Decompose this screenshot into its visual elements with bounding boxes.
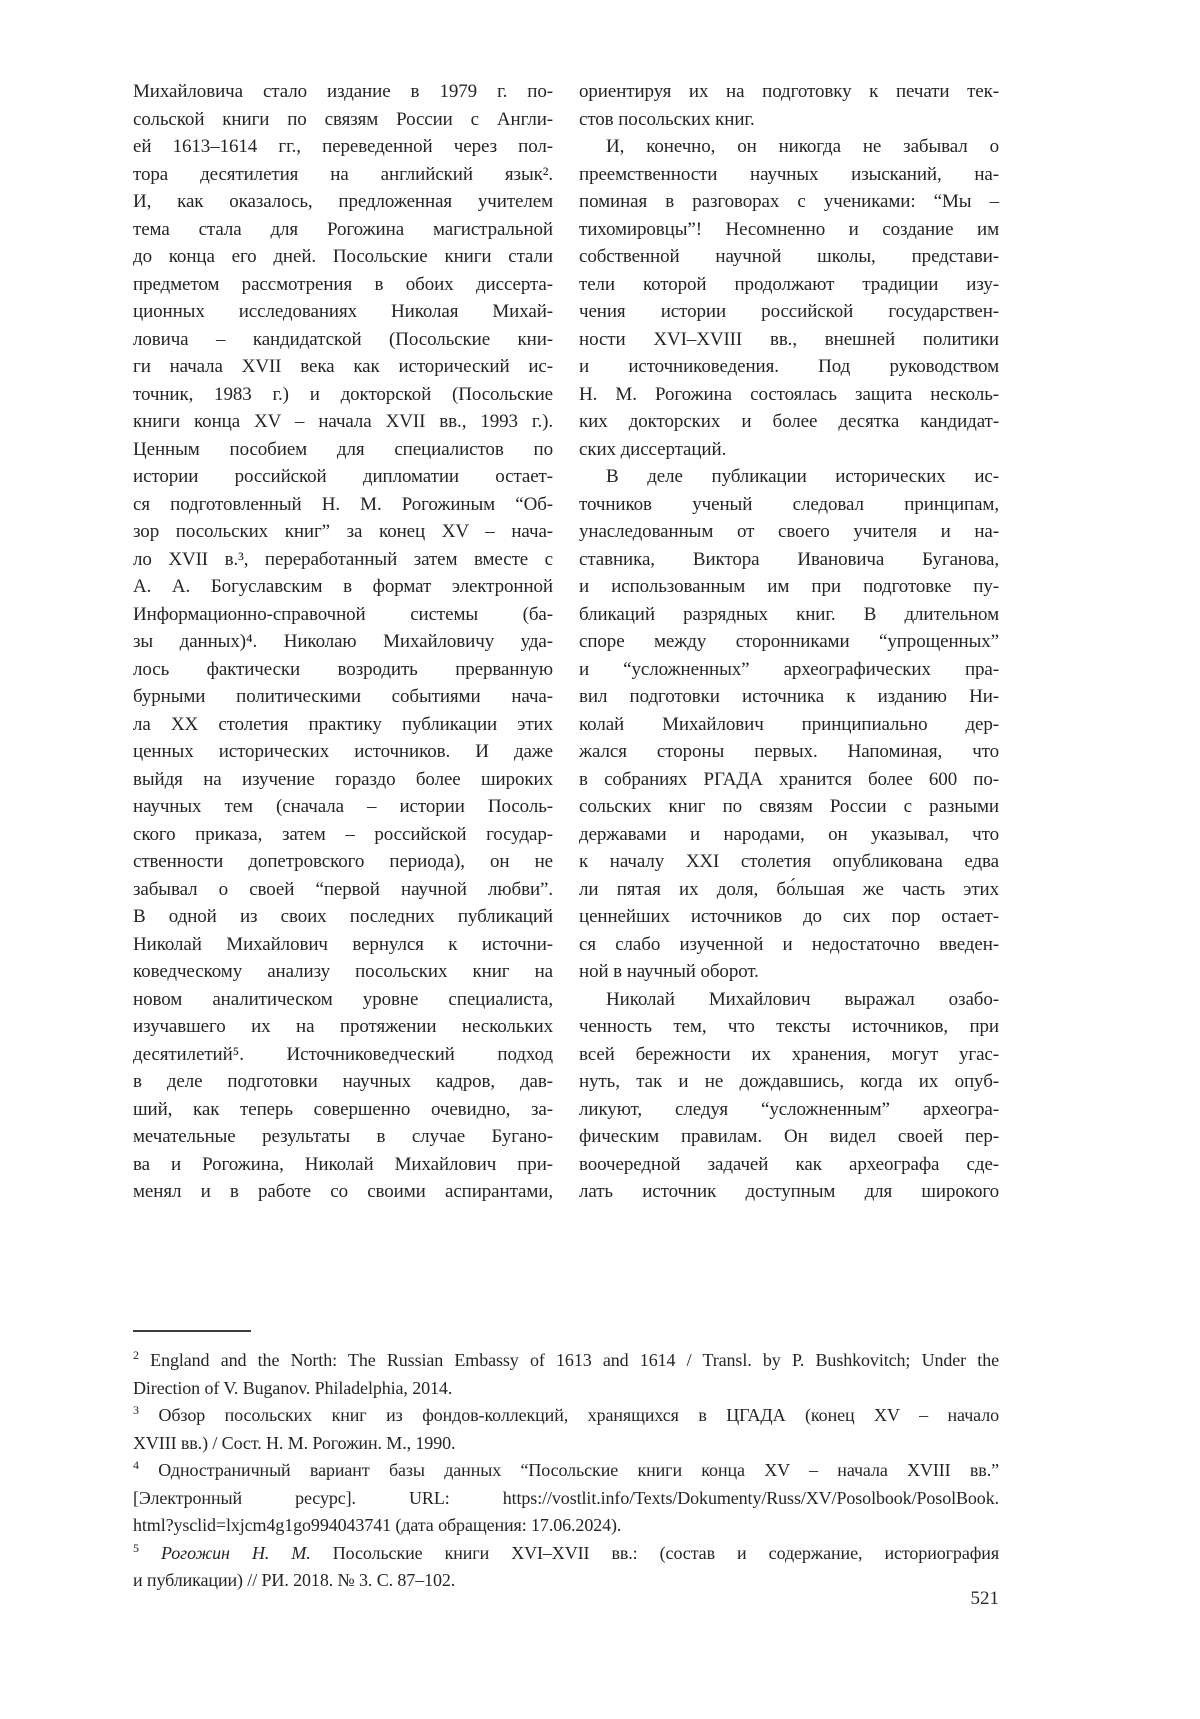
author-name-italic: Рогожин Н. М. [161, 1542, 311, 1563]
text-line: ориентируя их на подготовку к печати тек- [579, 81, 999, 102]
text-line: научных тем (сначала – истории Посоль- [133, 796, 553, 817]
paragraph [579, 463, 999, 986]
text-line: $^4$ Одностраничный вариант базы данных “Посольские книги конца XV – начала XVIII вв.” [133, 1458, 999, 1480]
text-line: ной в научный оборот. [579, 961, 759, 982]
text-line: ности XVI–XVIII вв., внешней политики [579, 328, 999, 350]
footnote-marker: 2 [133, 1348, 139, 1362]
text-line: мечательные результаты в случае Бугано- [133, 1126, 553, 1147]
text-line: сольской книги по связям России с Англи- [133, 108, 553, 130]
text-line: точник, 1983 г.) и докторской (Посольские [133, 383, 553, 405]
text-line: к началу XXI столетия опубликована едва [579, 851, 999, 872]
text-line: фическим правилам. Он видел своей пер- [579, 1126, 999, 1147]
text-line: Николай Михайлович выражал озабо- [606, 988, 999, 1010]
text-line: до конца его дней. Посольские книги стали [133, 246, 553, 267]
text-line: забывал о своей “первой научной любви”. [133, 878, 553, 900]
text-line: предметом рассмотрения в обоих диссерта- [133, 273, 553, 295]
text-line: колай Михайлович принципиально дер- [579, 713, 999, 735]
text-line: зы данных)⁴. Николаю Михайловичу уда- [133, 631, 553, 652]
text-line: коведческому анализу посольских книг на [133, 961, 553, 982]
text-line: [Электронный ресурс]. URL: https://vostlit.info/Texts/Dokumenty/Russ/XV/Posolbook/PosolBook. [133, 1487, 999, 1508]
paragraph [579, 986, 999, 1206]
text-line: тема стала для Рогожина магистральной [133, 218, 553, 240]
text-line: вил подготовки источника к изданию Ни- [579, 686, 999, 707]
text-line: ченность тем, что тексты источников, при [579, 1016, 999, 1037]
text-line: выйдя на изучение гораздо более широких [133, 768, 553, 790]
text-line: $^3$ Обзор посольских книг из фондов-коллекций, хранящихся в ЦГАДА (конец XV – начало [133, 1403, 999, 1425]
text-line: стов посольских книг. [579, 108, 755, 130]
text-line: $^2$ England and the North: The Russian Embassy of 1613 and 1614 / Transl. by P. Bushkovitch; Under the [133, 1348, 1000, 1370]
text-line: собственной научной школы, представи- [579, 246, 999, 267]
text-line: ловича – кандидатской (Посольские кни- [133, 328, 553, 350]
paragraph [133, 1402, 999, 1457]
text-line: и источниковедения. Под руководством [579, 356, 999, 377]
text-line: Н. М. Рогожина состоялась защита несколь- [579, 383, 999, 405]
text-line: И, как оказалось, предложенная учителем [133, 191, 553, 212]
text-line: ла XX столетия практику публикации этих [133, 713, 553, 735]
text-line: ло XVII в.³, переработанный затем вместе с [133, 548, 553, 570]
text-line: всей бережности их хранения, могут угас- [579, 1043, 999, 1065]
paragraph [579, 133, 999, 463]
text-line: ся подготовленный Н. М. Рогожиным “Об- [133, 493, 553, 515]
main-text-area [133, 78, 999, 1206]
text-line: державами и народами, он указывал, что [579, 823, 999, 845]
paragraph [579, 78, 999, 133]
text-line: и использованным им при подготовке пу- [579, 576, 999, 597]
paragraph [133, 1540, 999, 1595]
text-line: и публикации) // РИ. 2018. № 3. С. 87–102. [133, 1570, 456, 1590]
text-line: В одной из своих последних публикаций [133, 906, 553, 927]
footnote-marker: 3 [133, 1403, 139, 1417]
text-line: лось фактически возродить прерванную [133, 658, 553, 680]
text-line: Информационно-справочной системы (ба- [133, 603, 553, 625]
text-line: ких докторских и более десятка кандидат- [579, 411, 999, 432]
text-line: ского приказа, затем – российской государ- [133, 823, 553, 845]
text-line: поминая в разговорах с учениками: “Мы – [579, 191, 999, 212]
text-line: ли пятая их доля, бо́льшая же часть этих [579, 878, 999, 900]
paragraph [133, 1457, 999, 1540]
text-line: ся слабо изученной и недостаточно введен- [579, 933, 999, 955]
text-line: XVIII вв.) / Сост. Н. М. Рогожин. М., 1990. [133, 1432, 456, 1453]
text-line: новом аналитическом уровне специалиста, [133, 988, 553, 1010]
text-line: ва и Рогожина, Николай Михайлович при- [133, 1153, 553, 1175]
text-line: И, конечно, он никогда не забывал о [606, 136, 999, 157]
text-line: в собраниях РГАДА хранится более 600 по- [579, 768, 999, 790]
text-line: тора десятилетия на английский язык². [133, 163, 553, 185]
text-line: ший, как теперь совершенно очевидно, за- [133, 1098, 553, 1120]
text-column-right [579, 78, 999, 1206]
text-line: ставника, Виктора Ивановича Буганова, [579, 548, 999, 570]
text-line: бурными политическими событиями нача- [133, 686, 553, 707]
footnote-marker: 4 [133, 1458, 139, 1472]
paragraph [133, 1347, 999, 1402]
paragraph [133, 78, 553, 1206]
text-column-left [133, 78, 553, 1206]
text-line: ственности допетровского периода), он не [133, 851, 553, 872]
text-line: и “усложненных” археографических пра- [579, 658, 999, 680]
text-line: унаследованным от своего учителя и на- [579, 521, 999, 542]
text-line: преемственности научных изысканий, на- [579, 163, 999, 185]
text-line: истории российской дипломатии остает- [133, 466, 553, 487]
text-line: ционных исследованиях Николая Михай- [133, 301, 553, 322]
text-line: ликуют, следуя “усложненным” археогра- [579, 1098, 999, 1120]
footnote-marker: 5 [133, 1540, 139, 1555]
footnote-divider [133, 1330, 251, 1332]
text-line: в деле подготовки научных кадров, дав- [133, 1071, 553, 1092]
text-line: воочередной задачей как археографа сде- [579, 1153, 999, 1175]
text-line: точников ученый следовал принципам, [579, 493, 999, 515]
text-line: ских диссертаций. [579, 438, 727, 460]
text-line: жался стороны первых. Напоминая, что [579, 741, 999, 762]
text-line: изучавшего их на протяжении нескольких [133, 1016, 553, 1037]
text-line: ценнейших источников до сих пор остает- [579, 906, 999, 927]
footnotes-section [133, 1330, 999, 1595]
text-line: Михайловича стало издание в 1979 г. по- [133, 81, 553, 102]
text-line: книги конца XV – начала XVII вв., 1993 г.). [133, 411, 553, 432]
text-line: сольских книг по связям России с разными [579, 796, 999, 817]
text-line: html?ysclid=lxjcm4g1go994043741 (дата обращения: 17.06.2024). [133, 1515, 622, 1535]
text-line: ценных исторических источников. И даже [133, 741, 553, 762]
text-line: чения истории российской государствен- [579, 301, 999, 322]
text-line: десятилетий⁵. Источниковедческий подход [133, 1043, 553, 1065]
text-line: ей 1613–1614 гг., переведенной через пол- [133, 136, 553, 157]
text-line: нуть, так и не дождавшись, когда их опуб- [579, 1071, 999, 1092]
text-line: В деле публикации исторических ис- [606, 466, 999, 487]
footnote-list [133, 1347, 999, 1595]
text-line: Direction of V. Buganov. Philadelphia, 2014. [133, 1377, 453, 1398]
text-line: менял и в работе со своими аспирантами, [133, 1181, 553, 1202]
text-line: А. А. Богуславским в формат электронной [133, 576, 553, 597]
text-line: споре между сторонниками “упрощенных” [579, 631, 999, 652]
text-line: зор посольских книг” за конец XV – нача- [133, 521, 553, 542]
text-line: Ценным пособием для специалистов по [133, 438, 553, 460]
text-line: ги начала XVII века как исторический ис- [133, 356, 553, 377]
page-number: 521 [970, 1588, 999, 1609]
text-line: бликаций разрядных книг. В длительном [579, 603, 999, 625]
text-line: тели которой продолжают традиции изу- [579, 273, 999, 295]
text-line: тихомировцы”! Несомненно и создание им [579, 218, 999, 240]
text-line: $^5$ Рогожин Н. М. Посольские книги XVI–XVII вв.: (состав и содержание, историография [133, 1540, 999, 1563]
text-line: Николай Михайлович вернулся к источни- [133, 933, 553, 955]
text-line: лать источник доступным для широкого [579, 1181, 999, 1202]
